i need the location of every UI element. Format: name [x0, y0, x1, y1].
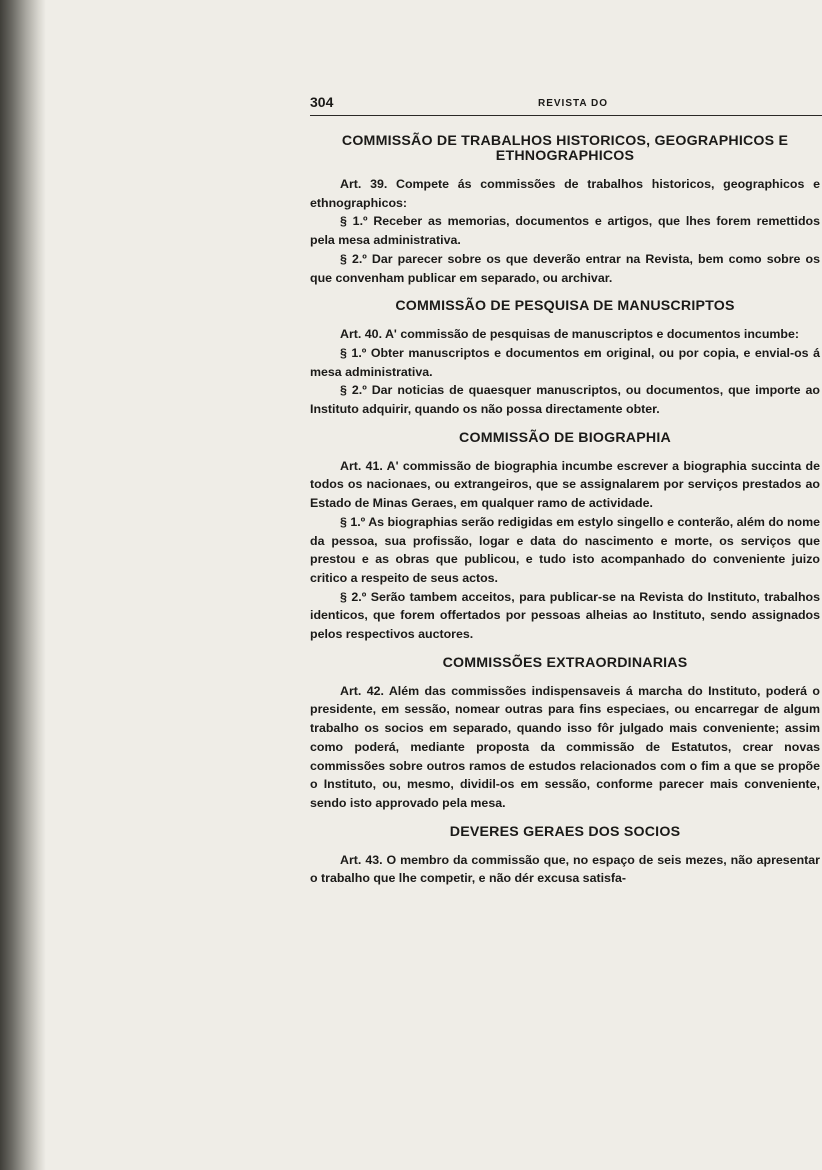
article-paragraph: § 2.º Dar noticias de quaesquer manuscriptos, ou documentos, que importe ao Instituto adquirir, quando os não possa directamente obter.: [310, 383, 820, 417]
section: [310, 134, 820, 287]
page-body: [310, 134, 820, 888]
article-paragraph: Art. 43. O membro da commissão que, no espaço de seis mezes, não apresentar o trabalho que lhe competir, e não dér excusa satisfa-: [310, 852, 820, 886]
running-head: [310, 94, 822, 116]
article-paragraph: § 2.º Dar parecer sobre os que deverão entrar na Revista, bem como sobre os que convenham publicar em separado, ou archivar.: [310, 251, 820, 285]
article-paragraph: Art. 40. A' commissão de pesquisas de manuscriptos e documentos incumbe:: [340, 327, 799, 342]
section-heading: DEVERES GERAES DOS SOCIOS: [449, 823, 681, 840]
article-paragraph: § 2.º Serão tambem acceitos, para publicar-se na Revista do Instituto, trabalhos identicos, que forem offertados por pessoas alheias ao Instituto, sendo assignados pelos respectivos auctores.: [310, 589, 820, 642]
article-paragraph: § 1.º Receber as memorias, documentos e artigos, que lhes forem remettidos pela mesa administrativa.: [310, 214, 820, 248]
section-heading: COMMISSÃO DE PESQUISA DE MANUSCRIPTOS: [395, 298, 735, 315]
section: [310, 431, 820, 644]
header-rule: [310, 115, 822, 116]
page-number: 304: [310, 94, 334, 110]
section-heading: COMMISSÕES EXTRAORDINARIAS: [442, 654, 688, 671]
article-paragraph: Art. 39. Compete ás commissões de trabalhos historicos, geographicos e ethnographicos:: [310, 177, 820, 210]
section: [310, 299, 820, 419]
section-heading: COMMISSÃO DE TRABALHOS HISTORICOS, GEOGRAPHICOS E ETHNOGRAPHICOS: [341, 133, 789, 164]
section: [310, 656, 820, 813]
page: [310, 94, 822, 1170]
article-paragraph: Art. 42. Além das commissões indispensaveis á marcha do Instituto, poderá o presidente, em sessão, nomear outras para fins especiaes, ou encarregar de algum trabalho os socios em separado, quando isso fôr julgado mais conveniente; assim como poderá, mediante proposta da commissão de Estatutos, crear novas commissões sobre outros ramos de estudos relacionados com o fim a que se propõe o Instituto, ou, mesmo, dividil-os em sessão, conforme parecer mais conveniente, sendo isto approvado pela mesa.: [310, 683, 820, 810]
article-paragraph: Art. 41. A' commissão de biographia incumbe escrever a biographia succinta de todos os nacionaes, ou extrangeiros, que se assignalarem por serviços prestados ao Estado de Minas Geraes, em qualquer ramo de actividade.: [310, 458, 820, 511]
article-paragraph: § 1.º Obter manuscriptos e documentos em original, ou por copia, e envial-os á mesa administrativa.: [310, 345, 820, 379]
section-heading: COMMISSÃO DE BIOGRAPHIA: [459, 429, 671, 446]
running-title: REVISTA DO: [538, 98, 609, 109]
book-binding-shadow: [0, 0, 46, 1170]
section: [310, 825, 820, 888]
article-paragraph: § 1.º As biographias serão redigidas em estylo singello e conterão, além do nome da pessoa, sua profissão, logar e data do nascimento e morte, os serviços que prestou e as obras que publicou, e tudo isto acompanhado do conveniente juizo critico a respeito de seus actos.: [310, 514, 820, 585]
